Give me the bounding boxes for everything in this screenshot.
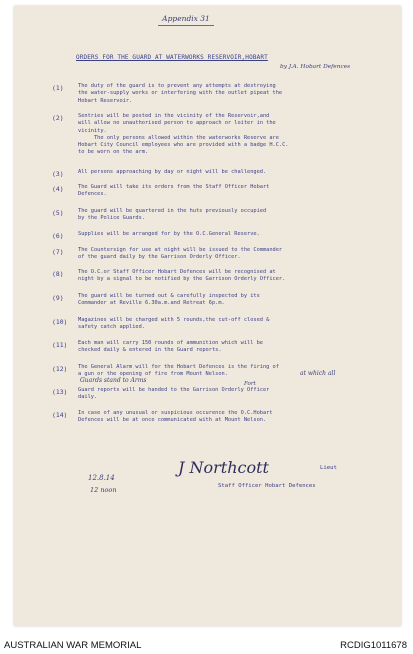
paragraph-text: In case of any unusual or suspicious occurence the O.C.Hobart Defences will be at once communicated with at Mount Nelson. [78,410,273,424]
paragraph-number: (2) [52,114,64,122]
paragraph-text: All persons approaching by day or night will be challenged. [78,169,267,175]
paragraph-number: (10) [52,318,68,326]
paragraph-text: Magazines will be charged with 5 rounds,the cut-off closed & safety catch applied. [78,317,270,331]
signatory-title: Staff Officer Hobart Defences [218,483,316,489]
signature: J Northcott [178,458,269,477]
paragraph-number: (9) [52,294,64,302]
paragraph-number: (1) [52,84,64,92]
byline-handwritten: by J.A. Hobart Defences [280,64,351,70]
paragraph-number: (14) [52,411,68,419]
paragraph-number: (4) [52,185,64,193]
paragraph-text: The guard will be quartered in the huts previously occupied by the Police Guards. [78,208,267,222]
paragraph-number: (5) [52,209,64,217]
handwritten-annotation: at which all [300,370,336,377]
paragraph-text: Guard reports will be handed to the Garrison Orderly Officer daily. [78,387,270,401]
paragraph-text: Sentries will be posted in the vicinity of the Reservoir,and will allow no unauthorised person to approach or loiter in the vicinity. The only persons allowed within the waterworks Reserve are Hobart City Council employees who are provided with a badge H.C.C. to be worn on the arm. [78,113,289,156]
paragraph-number: (3) [52,170,64,178]
handwritten-date: 12.8.14 [88,474,115,482]
document-heading: ORDERS FOR THE GUARD AT WATERWORKS RESERVOIR,HOBART [76,54,268,61]
handwritten-annotation: Fort [244,381,256,387]
paragraph-number: (8) [52,270,64,278]
paragraph-text: The Guard will take its orders from the Staff Officer Hobart Defences. [78,184,270,198]
appendix-note: Appendix 31 [158,12,214,26]
paragraph-number: (6) [52,232,64,240]
paragraph-text: The General Alarm will for the Hobart Defences is the firing of a gun or the opening of fire from Mount Nelson. [78,364,279,378]
paragraph-text: Each man will carry 150 rounds of ammunition which will be checked daily & entered in the Guard reports. [78,340,263,354]
paragraph-text: The guard will be turned out & carefully inspected by its Commander at Reville 6.30a.m.and Retreat 6p.m. [78,293,260,307]
paragraph-text: The O.C.or Staff Officer Hobart Defences will be recognised at night by a signal to be notified by the Garrison Orderly Officer. [78,269,286,283]
footer-reference: RCDIG1011678 [340,640,407,651]
footer-institution: AUSTRALIAN WAR MEMORIAL [4,640,142,651]
paragraph-number: (11) [52,341,68,349]
paragraph-number: (12) [52,365,68,373]
handwritten-time: 12 noon [90,486,117,494]
paragraph-number: (13) [52,388,68,396]
handwritten-annotation: Guards stand to Arms [80,377,147,384]
paragraph-text: Supplies will be arranged for by the O.C.General Reserve. [78,231,260,237]
paragraph-text: The duty of the guard is to prevent any attempts at destroying the water-supply works or interfering with the outlet pipeat the Hobart Reservoir. [78,83,283,104]
rank-label: Lieut [320,465,337,471]
paragraph-number: (7) [52,248,64,256]
paragraph-text: The Countersign for use at night will be issued to the Commander of the guard daily by the Garrison Orderly Officer. [78,247,283,261]
